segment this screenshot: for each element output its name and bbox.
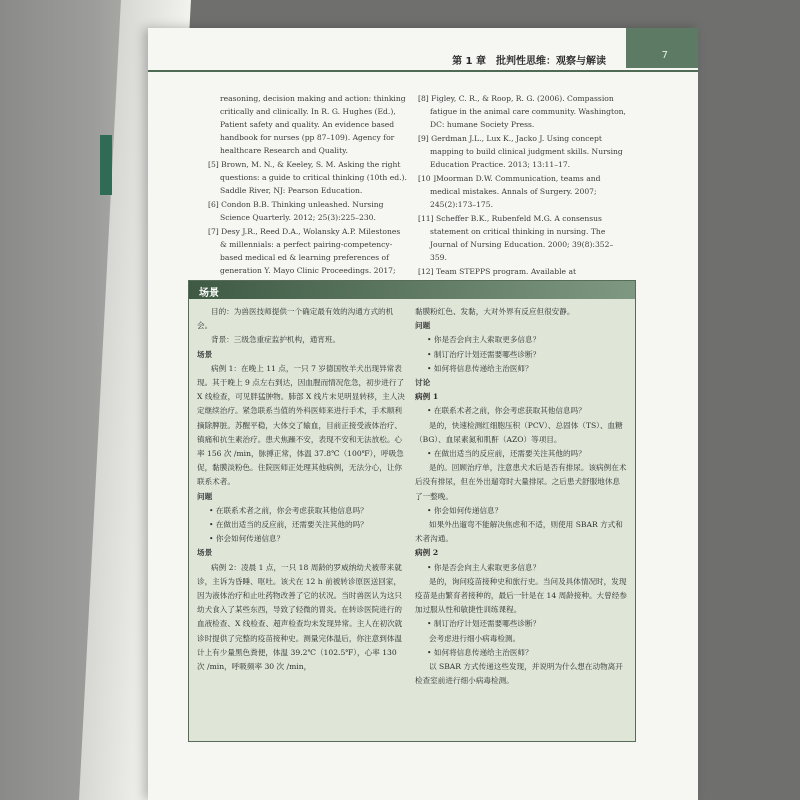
paragraph: 是的，快速检测红细胞压积（PCV）、总固体（TS）、血糖（BG）、血尿素氮和肌酐（AZO）等项目。 (415, 420, 623, 444)
paragraph: 以 SBAR 方式传递这些发现，并说明为什么想在动物离开检查室前进行细小病毒检测。 (415, 662, 623, 686)
question-item: • 你会如何传递信息？ (209, 534, 285, 544)
section-heading: 场景 (197, 349, 213, 359)
reference-entry: [11] Scheffer B.K., Rubenfeld M.G. A consensus statement on critical thinking in nursing. The Journal of Nursing Education. 2000; 39(8):352–359. (418, 214, 614, 262)
references-left (208, 92, 408, 291)
reference-entry: reasoning, decision making and action: thinking critically and clinically. In R. G. Hughes (Ed.), Patient safety and quality. An evidence based handbook for nurses (pp 87–109). Agency for healthcare Research and Quality. (220, 94, 406, 155)
reference-entry: [9] Gerdman J.L., Lux K., Jacko J. Using concept mapping to build clinical judgment skills. Nursing Education Practice. 2013; 13:11–17. (418, 134, 623, 169)
section-heading: 问题 (197, 491, 213, 501)
green-tab (100, 135, 112, 195)
page-number: 7 (661, 50, 668, 61)
scenario-right-column (415, 305, 627, 688)
paragraph: 背景：三级急重症监护机构，通宵班。 (211, 335, 341, 345)
paragraph: 病例 1 (415, 392, 439, 402)
section-heading: 讨论 (415, 378, 431, 388)
paragraph: 黏膜粉红色、发黏，大对外界有反应但很安静。 (415, 307, 575, 316)
question-item: • 在做出适当的反应前，还需要关注其他的吗？ (209, 520, 368, 530)
question-item: • 你是否会向主人索取更多信息？ (427, 335, 541, 345)
paragraph: 病例 2：凌晨 1 点，一只 18 周龄的罗威纳幼犬被带来就诊，主诉为昏睡、呕吐。该犬在 12 h 前被转诊原医送回家，因为液体治疗和止吐药物改善了它的状况。当时兽医认为这只幼犬食入了某些东西，导致了轻微的胃炎。在转诊医院进行的血液检查、X 线检查、超声检查均未发现异常。主人在初次就诊时提供了完整的疫苗接种史。测量完体温后，你注意到体温计上有少量黑色粪便，体温 39.2℃（102.5℉），心率 130 次 /min，呼吸频率 30 次 /min， (197, 562, 403, 672)
question-item: • 在做出适当的反应前，还需要关注其他的吗？ (427, 449, 586, 459)
reference-entry: [6] Condon B.B. Thinking unleashed. Nursing Science Quarterly. 2012; 25(3):225–230. (208, 200, 384, 222)
question-item: • 如何将信息传递给主治医师？ (427, 647, 533, 657)
section-heading: 场景 (197, 548, 213, 558)
question-item: • 制订治疗计划还需要哪些诊断？ (427, 619, 541, 629)
scenario-box (188, 280, 636, 742)
question-item: • 制订治疗计划还需要哪些诊断？ (427, 349, 541, 359)
paragraph: 目的：为兽医技师提供一个确定最有效的沟通方式的机会。 (197, 307, 394, 331)
section-heading: 问题 (415, 321, 431, 331)
book-page (148, 28, 698, 800)
question-item: • 你是否会向主人索取更多信息？ (427, 562, 541, 572)
reference-entry: [12] Team STEPPS program. Available at (418, 267, 577, 276)
reference-entry: [10 ]Moorman D.W. Communication, teams and medical mistakes. Annals of Surgery. 2007; 245(2):173–175. (418, 174, 601, 209)
page-header (148, 28, 698, 72)
question-item: • 在联系术者之前，你会考虑获取其他信息吗？ (209, 505, 368, 515)
paragraph: 是的，询问疫苗接种史和旅行史。当问及具体情况时，发现疫苗是由繁育者接种的，最后一针是在 14 周龄接种。大曾经参加过服从性和敏捷性训练课程。 (415, 576, 627, 615)
question-item: • 你会如何传递信息？ (427, 505, 503, 515)
scenario-title: 场景 (199, 288, 219, 299)
scenario-header (189, 281, 635, 299)
paragraph: 会考虑进行细小病毒检测。 (429, 633, 521, 643)
reference-entry: [5] Brown, M. N., & Keeley, S. M. Asking the right questions: a guide to critical thinking (10th ed.). Saddle River, NJ: Pearson Education. (208, 160, 407, 195)
references-right (418, 92, 628, 292)
paragraph: 病例 1：在晚上 11 点，一只 7 岁德国牧羊犬出现异常表现。其于晚上 9 点左右到达，因血腥而情况危急，初步进行了 X 线检查，可见胖猛肿物。肺部 X 线片未见明显转移，主人决定继续治疗。紧急联系当值的外科医师来进行手术，手术顺利摘除脾脏。苏醒平稳，大体交了输血，目前正接受液体治疗、镇痛和抗生素治疗。患犬焦躁不安，表现不安和无法放松。心率 156 次 /min，脉搏正常，体温 37.8℃（100℉），呼吸急促，黏膜淡粉色。住院医师正处理其他病例，无法分心，让你联系术者。 (197, 363, 405, 487)
paragraph: 是的。回顾治疗单，注意患犬术后是否有排尿。该病例在术后没有排尿，但在外出遛弯时大量排尿。之后患犬舒服地休息了一整晚。 (415, 463, 627, 501)
paragraph: 病例 2 (415, 548, 439, 558)
header-color-bar (626, 28, 698, 68)
reference-entry: [7] Desy J.R., Reed D.A., Wolansky A.P. Milestones & millennials: a perfect pairing-competency-based medical ed & learning preferences of generation Y. Mayo Clinic Proceedings. 2017; (208, 227, 401, 275)
chapter-title: 第 1 章 批判性思维：观察与解读 (452, 56, 606, 67)
reference-entry: [8] Figley, C. R., & Roop, R. G. (2006). Compassion fatigue in the animal care community. Washington, DC: humane Society Press. (418, 94, 626, 129)
question-item: • 在联系术者之前，你会考虑获取其他信息吗？ (427, 406, 586, 416)
question-item: • 如何将信息传递给主治医师？ (427, 363, 533, 373)
scenario-left-column (197, 305, 405, 674)
paragraph: 如果外出遛弯不能解决焦虑和不适，则使用 SBAR 方式和术者沟通。 (415, 520, 623, 544)
